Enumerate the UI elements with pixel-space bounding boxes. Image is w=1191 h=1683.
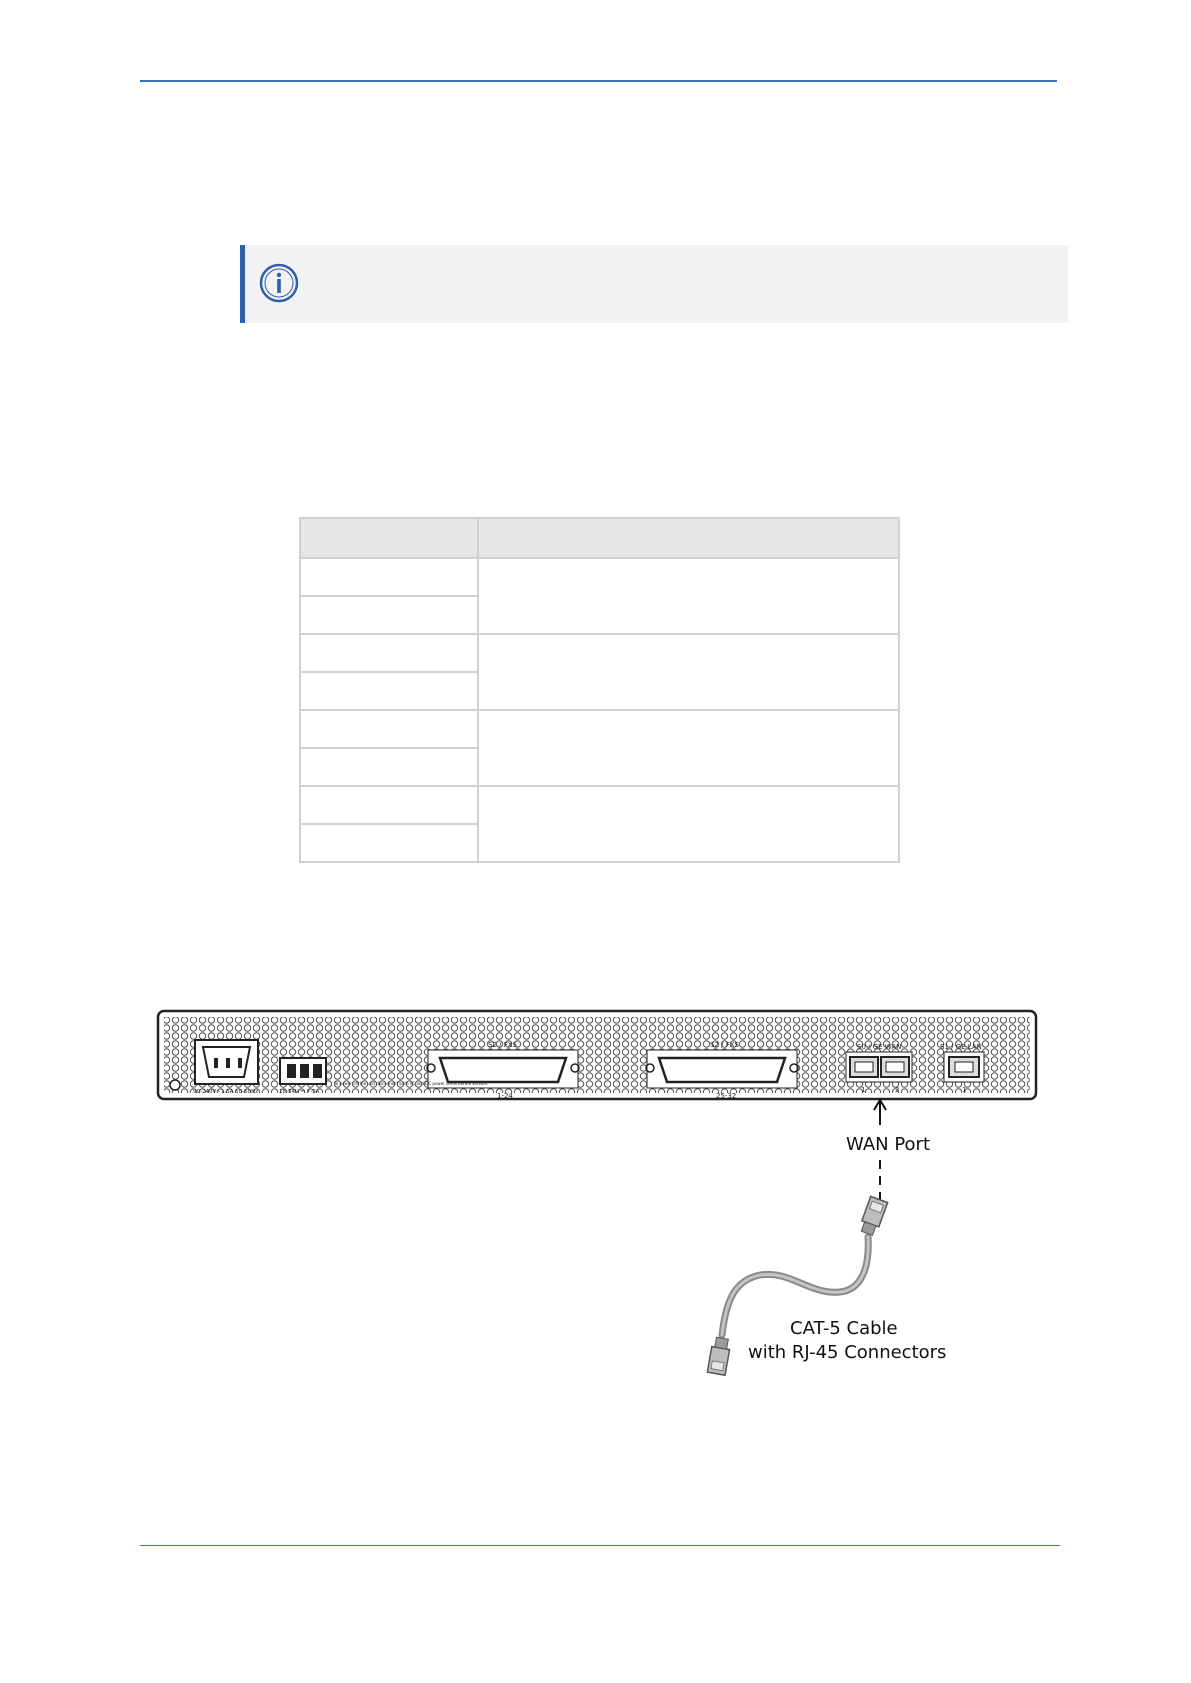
dc-power-terminal	[280, 1058, 326, 1084]
wan-panel-label: S0 / GE WAN	[857, 1043, 902, 1051]
wan-ports	[846, 1052, 912, 1082]
cable-label-line1: CAT-5 Cable	[790, 1318, 898, 1339]
rj45-connector-bottom	[707, 1337, 731, 1376]
fxs-b-label: S2 / FXS	[710, 1041, 739, 1049]
fxs-b-range-label: 25-32	[716, 1092, 737, 1100]
wan-port-label: WAN Port	[846, 1134, 930, 1155]
ac-power-label: 90-240V~1.5A 50-60Hz	[193, 1089, 259, 1095]
wan-port-2-label: 2	[895, 1086, 900, 1094]
ac-power-inlet	[195, 1040, 258, 1084]
lan-port	[944, 1052, 984, 1082]
wan-pointer-arrow	[874, 1100, 886, 1125]
power-warning-label: To power off the unit disconnect both AC and DC power cords before service.	[334, 1081, 488, 1086]
rear-panel	[158, 1011, 1036, 1100]
rj45-connector-top	[858, 1196, 887, 1236]
fxs-a-label: S2 / FXS	[488, 1041, 517, 1049]
fxs-a-range-label: 1-24	[497, 1092, 513, 1100]
lan-panel-label: S1 / GE LAN	[940, 1043, 982, 1051]
dc-power-label: 18-54V ⎓ 7-3A	[279, 1089, 320, 1095]
cable-label-line2: with RJ-45 Connectors	[748, 1342, 947, 1363]
wan-port-1-label: 1	[861, 1086, 866, 1094]
fxs-connector-25-32	[646, 1050, 798, 1088]
lan-port-1-label: 1	[962, 1086, 967, 1094]
